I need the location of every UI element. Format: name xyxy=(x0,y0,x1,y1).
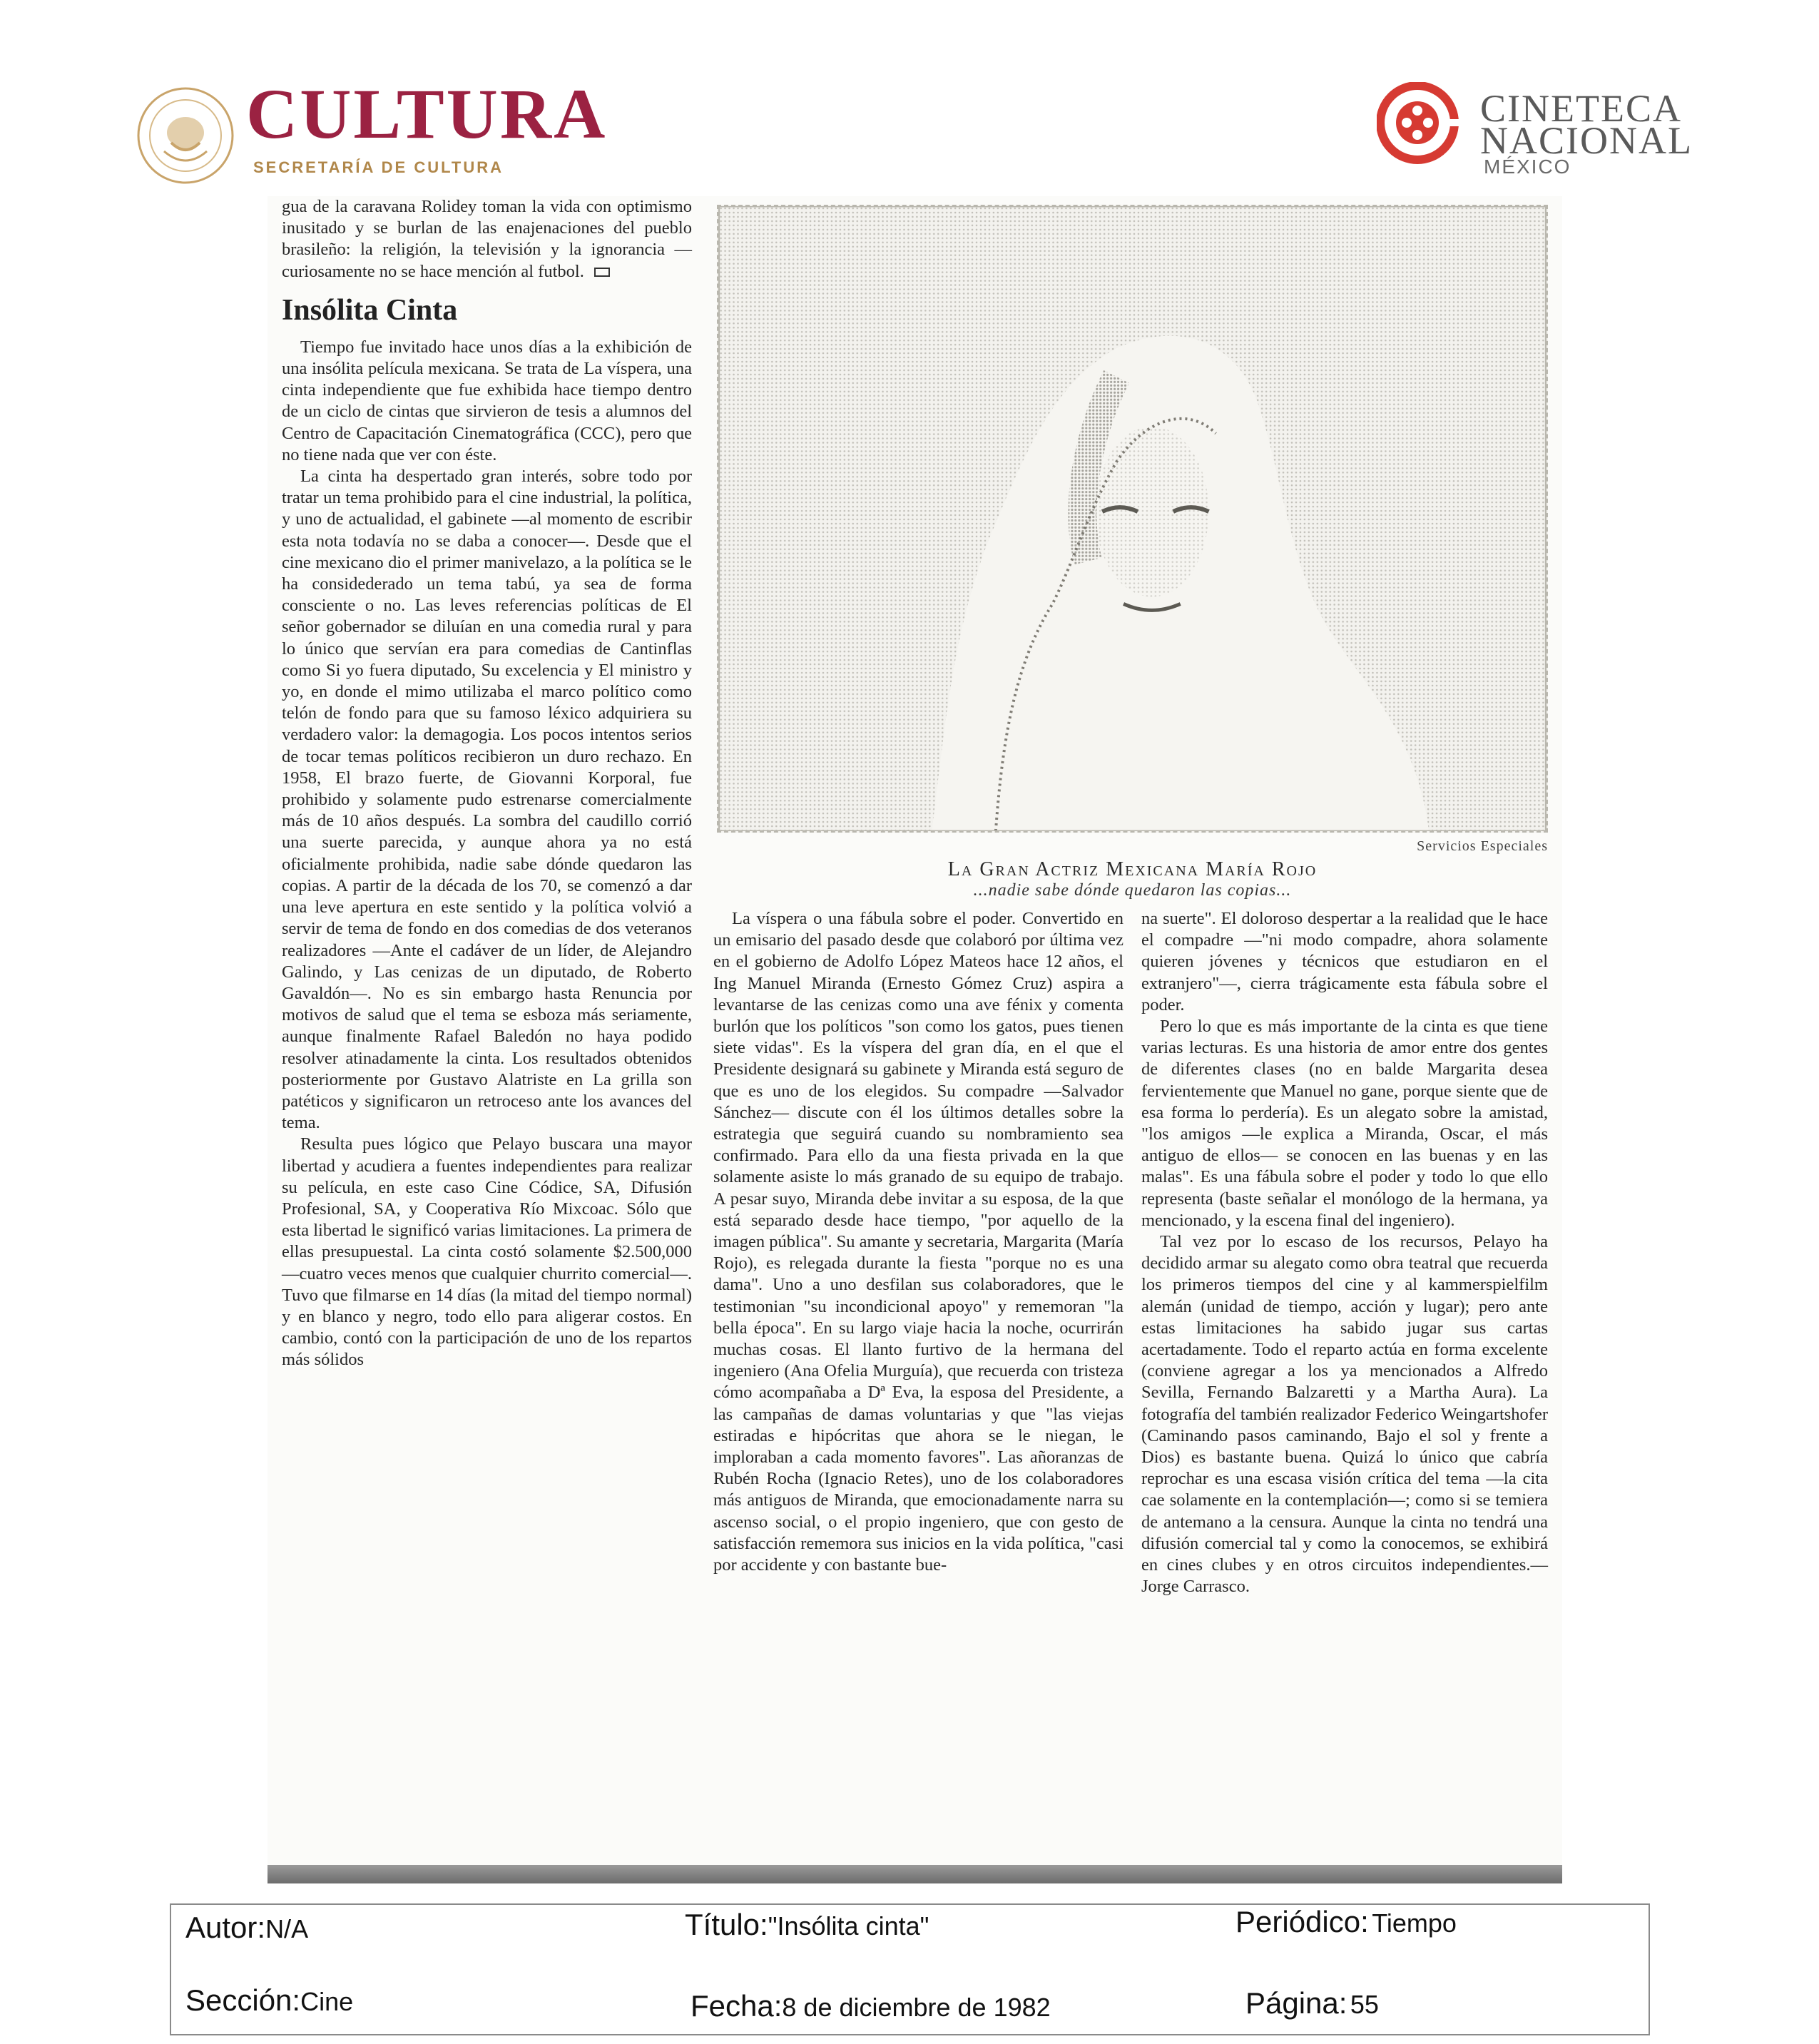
section-label: Sección: xyxy=(185,1983,301,2017)
column-3 xyxy=(1141,908,1548,1598)
newspaper-label: Periódico: xyxy=(1235,1905,1369,1938)
article-paragraph: Tiempo fue invitado hace unos días a la exhibición de una insólita película mexicana. Se trata de La víspera, una cinta independiente que fue exhibida hace tiempo dentro de un ciclo de cintas que sirvieron de tesis a alumnos del Centro de Capacitación Cinematográfica (CCC), pero que no tiene nada que ver con éste. xyxy=(282,337,692,464)
page-value: 55 xyxy=(1350,1990,1379,2019)
column-1 xyxy=(282,196,692,1371)
end-of-article-icon xyxy=(594,268,610,277)
article-paragraph: Resulta pues lógico que Pelayo buscara una mayor libertad y acudiera a fuentes independientes para realizar su película, en este caso Cine Códice, SA, Difusión Profesional, SA, y Cooperativa Río Mixcoac. Sólo que esta libertad le significó varias limitaciones. La primera de ellas presupuestal. La cinta costó solamente $2.500,000 —cuatro veces menos que cualquier churrito comercial—. Tuvo que filmarse en 14 días (la mitad del tiempo normal) y en blanco y negro, todo ello para aligerar costos. En cambio, contó con la participación de uno de los repartos más sólidos xyxy=(282,1134,692,1370)
section-value: Cine xyxy=(300,1987,354,2016)
author-field xyxy=(185,1911,308,1945)
date-value: 8 de diciembre de 1982 xyxy=(782,1993,1051,2022)
article-paragraph: La cinta ha despertado gran interés, sobre todo por tratar un tema prohibido para el cine industrial, la política, y uno de actualidad, el gabinete —al momento de escribir esta nota todavía no se daba a conocer—. Desde que el cine mexicano dio el primer manivelazo, a la política se le ha considederado un tema tabú, ya sea de forma consciente o no. Las leves referencias políticas de El señor gobernador se diluían en una comedia rural y para lo único que servían era para comedias de Cantinflas como Si yo fuera diputado, Su excelencia y El ministro y yo, en donde el mimo utilizaba el marco político como telón de fondo para que su famoso léxico adquiriera su verdadero valor: la demagogia. Los pocos intentos serios de tocar temas políticos recibieron un duro rechazo. En 1958, El brazo fuerte, de Giovanni Korporal, fue prohibido y solamente pudo estrenarse comercialmente más de 10 años después. La sombra del caudillo corrió una suerte parecida, y aunque ahora ya no está oficialmente prohibida, nadie sabe dónde quedaron las copias. A partir de la década de los 70, se comenzó a dar una leve apertura en este sentido y la política volvió a servir de tema de fondo en dos comedias de dos veteranos realizadores —Ante el cadáver de un líder, de Alejandro Galindo, y Las cenizas de un diputado, de Roberto Gavaldón—. No es sin embargo hasta Renuncia por motivos de salud que el tema se esboza más seriamente, aunque finalmente Rafael Baledón no haya podido resolver atinadamente la cinta. Los resultados obtenidos posteriormente por Gustavo Alatriste en La grilla son patéticos y significaron un retroceso ante los avances del tema. xyxy=(282,467,692,1133)
cultura-subtitle: SECRETARÍA DE CULTURA xyxy=(253,158,504,176)
page-header xyxy=(0,0,1819,200)
maria-rojo-photo xyxy=(717,205,1548,833)
title-field xyxy=(685,1908,929,1942)
cineteca-film-reel-icon xyxy=(1377,82,1459,164)
article-paragraph: Pero lo que es más importante de la cinta es que tiene varias lecturas. Es una historia de amor entre dos gentes de diferentes clases (no en balde Margarita desea fervientemente que Manuel no gane, porque siente que de esa forma lo perdería). Es un alegato sobre la amistad, "los amigos —le explica a Miranda, Oscar, el más antiguo de ellos— se conocen en las buenas y en las malas". Es una fábula sobre el poder y todo lo que ello representa (baste señalar el monólogo de la hermana, ya mencionado, y la escena final del ingeniero). xyxy=(1141,1017,1548,1230)
author-value: N/A xyxy=(265,1914,309,1943)
photo-credit: Servicios Especiales xyxy=(1417,838,1548,854)
metadata-box xyxy=(170,1903,1650,2035)
article-paragraph: na suerte". El doloroso despertar a la realidad que le hace el compadre —"ni modo compadre, ahora solamente quieren jóvenes y técnicos que estudiaron en el extranjero"—, cierra trágicamente esta fábula sobre el poder. xyxy=(1141,909,1548,1015)
date-field xyxy=(691,1989,1051,2023)
section-field xyxy=(185,1983,353,2018)
cineteca-line1: CINETECA xyxy=(1480,87,1682,130)
page-field xyxy=(1245,1986,1379,2020)
photo-caption-title: La Gran Actriz Mexicana María Rojo xyxy=(947,858,1318,880)
scan-edge xyxy=(268,1865,1562,1883)
cultura-brand: CULTURA xyxy=(246,74,608,153)
page-label: Página: xyxy=(1245,1986,1347,2020)
mexican-seal-icon xyxy=(136,86,235,185)
intro-paragraph: gua de la caravana Rolidey toman la vida con optimismo inusitado y se burlan de las enajenaciones del pueblo brasileño: la religión, la televisión y la ignorancia —curiosamente no se hace mención al futbol. xyxy=(282,197,692,281)
title-value: "Insólita cinta" xyxy=(768,1911,929,1941)
article-paragraph: La víspera o una fábula sobre el poder. Convertido en un emisario del pasado desde que colaboró por última vez en el gobierno de Adolfo López Mateos hace 12 años, el Ing Manuel Miranda (Ernesto Gómez Cruz) aspira a levantarse de las cenizas como una ave fénix y comenta burlón que los políticos "son como los gatos, pues tienen siete vidas". Es la víspera del gran día, en el que el Presidente designará su gabinete y Miranda está seguro de que es uno de los elegidos. Su compadre —Salvador Sánchez— discute con él los últimos detalles sobre la estrategia que seguirá cuando su nombramiento sea confirmado. Para ello da una fiesta privada en la que solamente asiste lo más granado de su equipo de trabajo. A pesar suyo, Miranda debe invitar a su esposa, de la que está separado desde hace tiempo, "por aquello de la imagen pública". Su amante y secretaria, Margarita (María Rojo), es relegada durante la fiesta "porque no es una dama". Uno a uno desfilan sus colaboradores, que le testimonian "su incondicional apoyo" y rememoran "la bella época". En su largo viaje hacia la noche, ocurrirán muchas cosas. El llanto furtivo de la hermana del ingeniero (Ana Ofelia Murguía), que recuerda con tristeza cómo acompañaba a Dª Eva, la esposa del Presidente, a las campañas de damas voluntarias y que "las viejas estiradas e hipócritas que ahora se le niegan, le imploraban a cada momento favores". Las añoranzas de Rubén Rocha (Ignacio Retes), uno de los colaboradores más antiguos de Miranda, que emocionadamente narra su ascenso social, o el propio ingeniero, que con gesto de satisfacción rememora sus inicios en la vida política, "casi por accidente y con bastante bue- xyxy=(713,909,1124,1575)
article-headline: Insólita Cinta xyxy=(282,293,458,327)
cineteca-line2: NACIONAL xyxy=(1480,119,1693,162)
newspaper-clipping xyxy=(268,196,1562,1883)
title-label: Título: xyxy=(685,1908,768,1941)
newspaper-field xyxy=(1235,1905,1457,1939)
column-2 xyxy=(713,908,1124,1576)
newspaper-value: Tiempo xyxy=(1372,1908,1457,1938)
article-paragraph: Tal vez por lo escaso de los recursos, Pelayo ha decidido armar su alegato como obra teatral que recuerda los primeros tiempos del cine y al kammerspielfilm alemán (unidad de tiempo, acción y lugar); pero ante estas limitaciones ha sabido jugar sus cartas acertadamente. Todo el reparto actúa en forma excelente (conviene agregar a los ya mencionados a Alfredo Sevilla, Fernando Balzaretti y a Martha Aura). La fotografía del también realizador Federico Weingartshofer (Caminando pasos caminando, Bajo el sol y frente a Dios) es bastante buena. Quizá lo único que cabría reprochar es una escasa visión crítica del tema —la cita cae solamente en la contemplación—; como si se temiera de antemano a la censura. Aunque la cinta no tendrá una difusión comercial tal y como la conocemos, se exhibirá en cines clubes y en otros circuitos independientes.—Jorge Carrasco. xyxy=(1141,1232,1548,1597)
author-label: Autor: xyxy=(185,1911,266,1944)
cineteca-line3: MÉXICO xyxy=(1484,156,1571,178)
photo-caption-subtitle: ...nadie sabe dónde quedaron las copias... xyxy=(973,881,1292,900)
date-label: Fecha: xyxy=(691,1989,783,2023)
portrait-image xyxy=(718,206,1547,831)
